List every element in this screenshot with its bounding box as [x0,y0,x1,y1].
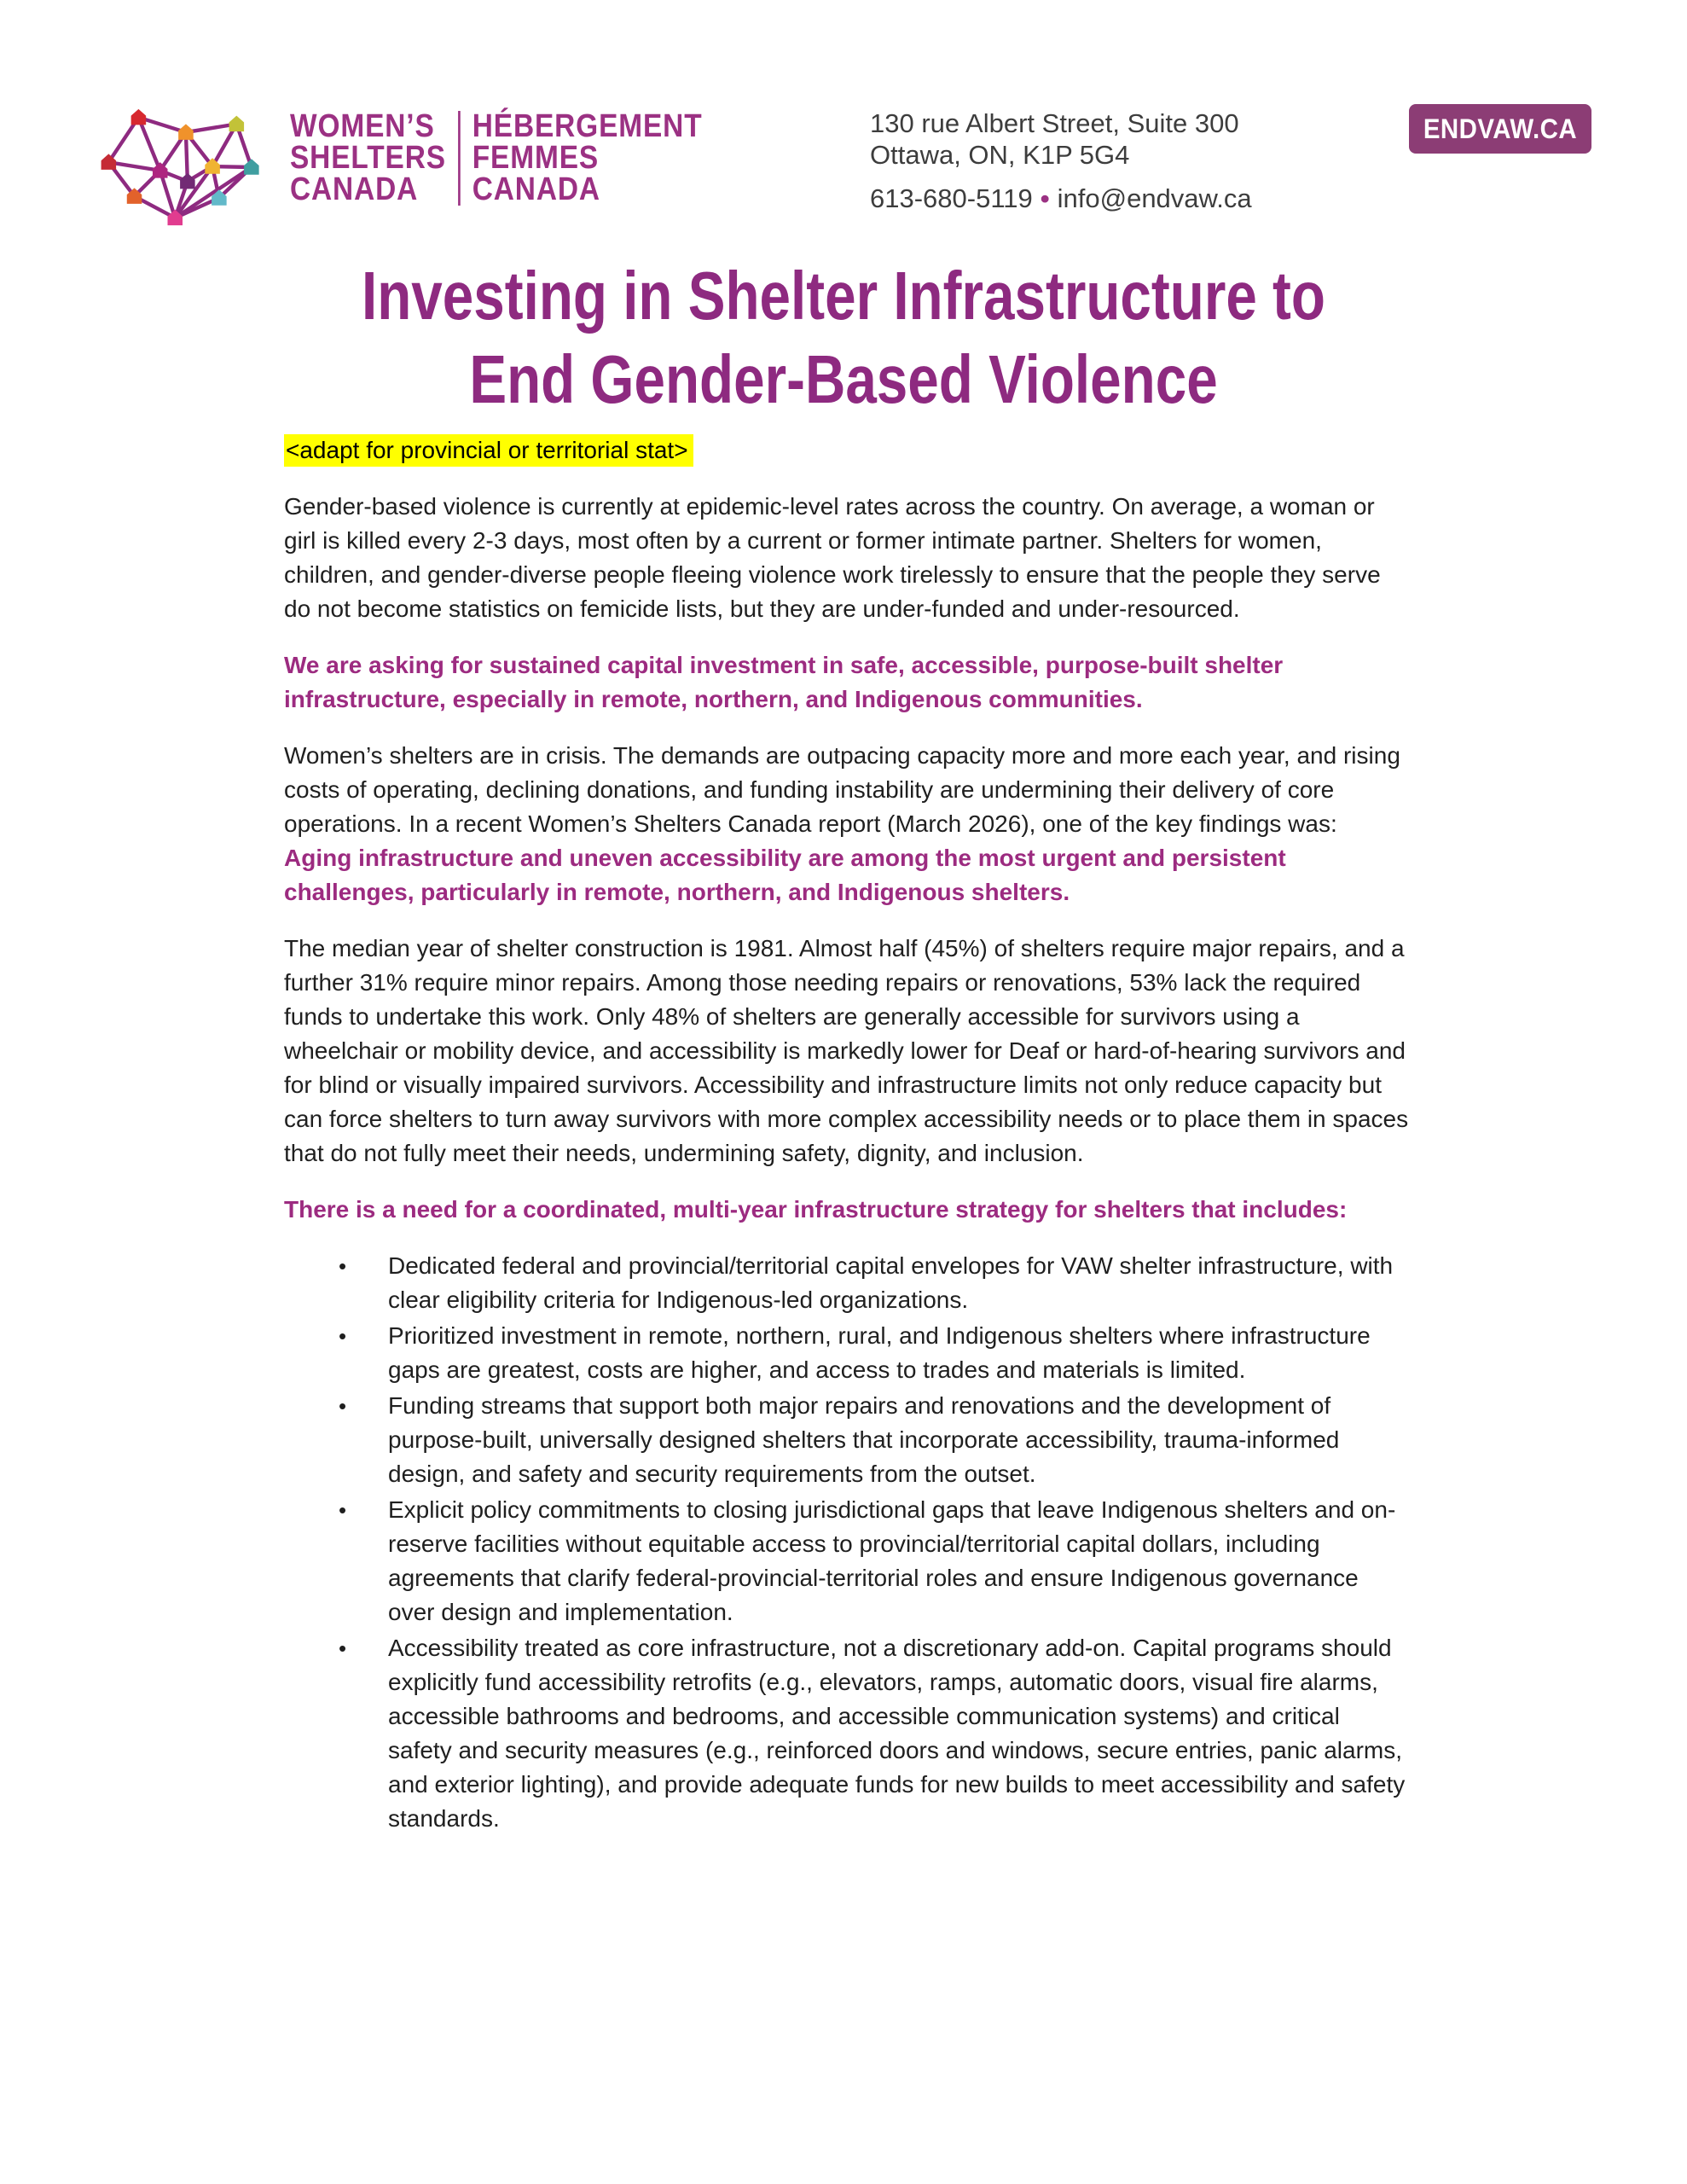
paragraph-statistics: The median year of shelter construction is 1981. Almost half (45%) of shelters require major repairs, and a further 31% require minor repairs. Among those needing repairs or renovations, 53% lack the required funds to undertake this work. Only 48% of shelters are generally accessible for survivors using a wheelchair or mobility device, and accessibility is markedly lower for Deaf or hard-of-hearing survivors and for blind or visually impaired survivors. Accessibility and infrastructure limits not only reduce capacity but can force shelters to turn away survivors with more complex accessibility needs or to place them in spaces that do not fully meet their needs, undermining safety, dignity, and inclusion. [284,935,1409,1166]
bullet-text-accessibility-core: Accessibility treated as core infrastructure, not a discretionary add-on. Capital programs should explicitly fund accessibility retrofits (e.g., elevators, ramps, automatic doors, visual fire alarms, accessible bathrooms and bedrooms, and accessible communication systems) and critical safety and security measures (e.g., reinforced doors and windows, secure entries, panic alarms, and exterior lighting), and provide adequate funds for new builds to meet accessibility and safety standards. [388,1635,1406,1832]
paragraph-ask-bold: We are asking for sustained capital investment in safe, accessible, purpose-built shelter infrastructure, especially in remote, northern, and Indigenous communities. [284,652,1284,712]
paragraph-crisis [284,739,1410,909]
paragraph-crisis-black: Women’s shelters are in crisis. The demands are outpacing capacity more and more each year, and rising costs of operating, declining donations, and funding instability are undermining their delivery of core operations. In a recent Women’s Shelters Canada report (March 2026), one of the key findings was: [284,742,1400,837]
bullet-text-funding-streams: Funding streams that support both major repairs and renovations and the development of purpose-built, universally designed shelters that incorporate accessibility, trauma-informed design, and safety and security requirements from the outset. [388,1392,1340,1487]
address-line-1: 130 rue Albert Street, Suite 300 [870,108,1239,138]
address-block [870,107,1252,214]
document-body [284,433,1410,1838]
title-line-2: End Gender-Based Violence [469,341,1218,417]
strategy-bullet-list [284,1249,1410,1836]
page-title [0,254,1687,421]
paragraph-epidemic: Gender-based violence is currently at epidemic-level rates across the country. On average, a woman or girl is killed every 2-3 days, most often by a current or former intimate partner. Shelters for women, children, and gender-diverse people fleeing violence work tirelessly to ensure that the people they serve do not become statistics on femicide lists, but they are under-funded and under-resourced. [284,493,1381,622]
title-line-1: Investing in Shelter Infrastructure to [362,258,1325,334]
highlight-note: <adapt for provincial or territorial stat> [284,434,693,467]
bullet-text-policy-commitments: Explicit policy commitments to closing jurisdictional gaps that leave Indigenous shelters and on-reserve facilities without equitable access to provincial/territorial capital dollars, including agreements that clarify federal-provincial-territorial roles and ensure Indigenous governance over design and implementation. [388,1496,1396,1625]
contact-separator-dot: • [1040,183,1050,213]
wsc-network-logo-icon [88,92,279,242]
bullet-text-prioritized-investment: Prioritized investment in remote, northern, rural, and Indigenous shelters where infrastructure gaps are greatest, costs are higher, and access to trades and materials is limited. [388,1322,1371,1383]
list-item [284,1631,1410,1836]
brand-line: SHELTERS [290,140,446,176]
bullet-marker: • [339,1497,347,1523]
phone-number: 613-680-5119 [870,183,1033,213]
bullet-marker: • [339,1393,347,1419]
paragraph-crisis-finding: Aging infrastructure and uneven accessibility are among the most urgent and persistent challenges, particularly in remote, northern, and Indigenous shelters. [284,845,1286,905]
list-item [284,1319,1410,1387]
endvaw-badge [1409,104,1591,154]
contact-line [870,183,1252,214]
list-item [284,1249,1410,1317]
brand-english [290,108,458,207]
bullet-marker: • [339,1323,347,1349]
email-address: info@endvaw.ca [1057,183,1252,213]
brand-line: FEMMES [472,140,600,176]
brand-line: WOMEN’S [290,108,435,144]
wsc-wordmark [290,108,703,207]
list-item [284,1389,1410,1491]
brand-line: HÉBERGEMENT [472,108,703,144]
brand-line: CANADA [472,171,600,207]
bullet-text-capital-envelopes: Dedicated federal and provincial/territorial capital envelopes for VAW shelter infrastructure, with clear eligibility criteria for Indigenous-led organizations. [388,1252,1394,1313]
brand-line: CANADA [290,171,419,207]
highlight-note-row [284,433,1410,468]
bullet-marker: • [339,1253,347,1279]
address-line-2: Ottawa, ON, K1P 5G4 [870,140,1130,170]
list-item [284,1493,1410,1629]
bullet-marker: • [339,1635,347,1661]
endvaw-badge-label: ENDVAW.CA [1423,113,1578,144]
strategy-heading: There is a need for a coordinated, multi-year infrastructure strategy for shelters that includes: [284,1196,1348,1223]
brand-french [461,108,703,207]
